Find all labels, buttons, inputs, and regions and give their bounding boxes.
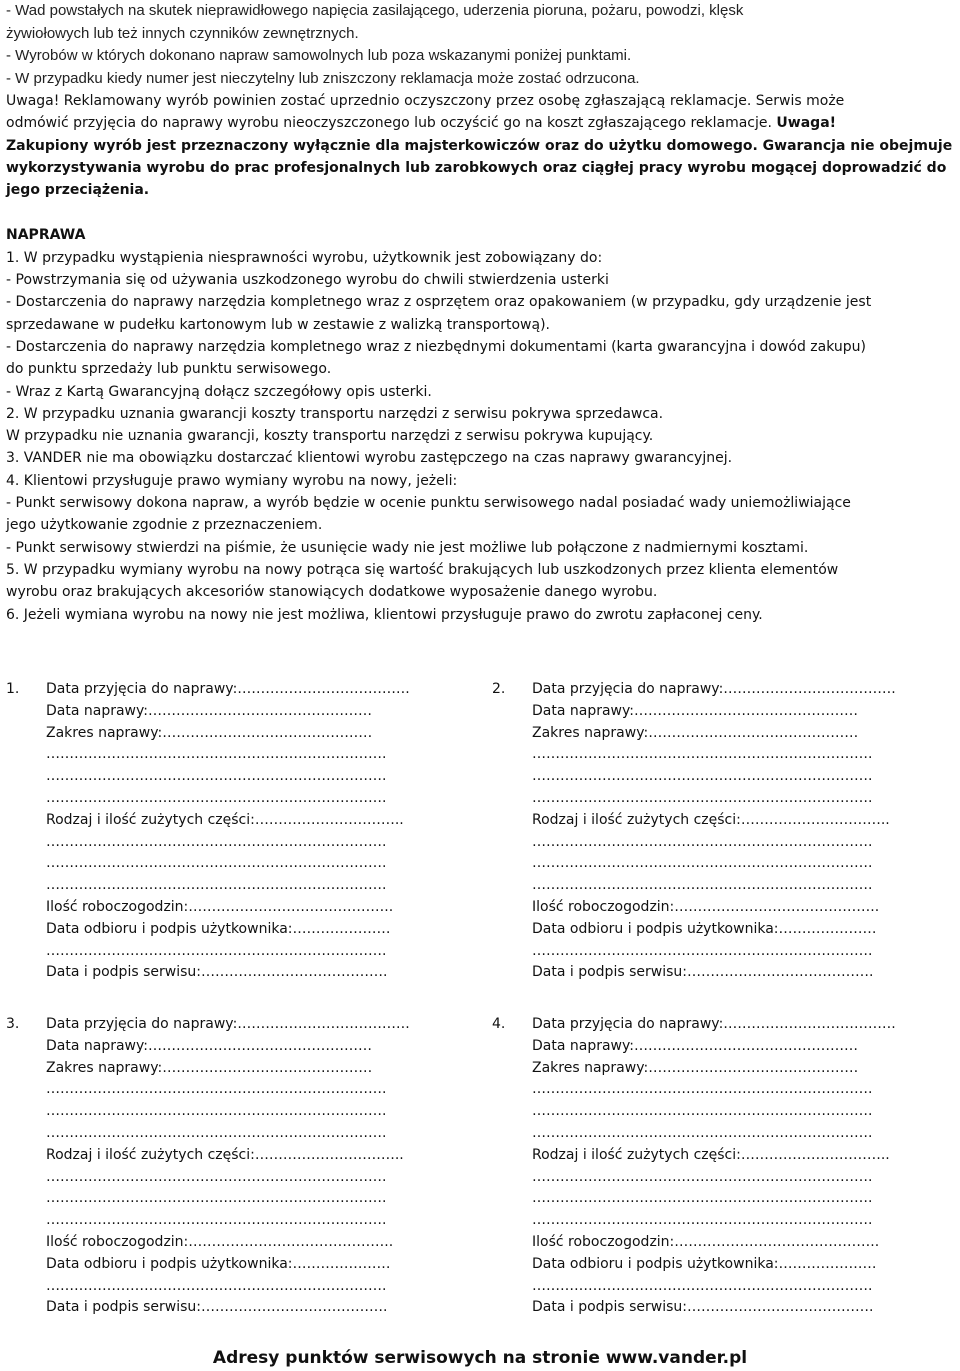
dotted-line[interactable]: ……………………………………………………………….	[532, 1212, 873, 1229]
terms-line: sprzedawane w pudełku kartonowym lub w zestawie z walizką transportową).	[6, 316, 550, 333]
repair-date-field[interactable]: Data naprawy:…………………………………………	[46, 1037, 372, 1054]
dotted-line[interactable]: ……………………………………………………………….	[532, 1190, 873, 1207]
dotted-line[interactable]: ……………………………………………………………….	[532, 833, 873, 850]
intake-date-field[interactable]: Data przyjęcia do naprawy:……………………………….	[532, 681, 896, 697]
repair-scope-field[interactable]: Zakres naprawy:………………………………………	[46, 1059, 373, 1076]
dotted-line[interactable]: ……………………………………………………………….	[532, 1277, 873, 1294]
terms-line: - Wraz z Kartą Gwarancyjną dołącz szczegółowy opis usterki.	[6, 383, 432, 400]
bold-notice-line: wykorzystywania wyrobu do prac profesjonalnych lub zarobkowych oraz ciągłej pracy wyrobu mogącej doprowadzić do	[6, 159, 947, 176]
exclusion-line: - Wad powstałych na skutek nieprawidłowego napięcia zasilającego, uderzenia pioruna, pożaru, powodzi, klęsk	[6, 2, 744, 19]
terms-line: 3. VANDER nie ma obowiązku dostarczać klientowi wyrobu zastępczego na czas naprawy gwarancyjnej.	[6, 450, 733, 467]
terms-line: 1. W przypadku wystąpienia niesprawności wyrobu, użytkownik jest zobowiązany do:	[6, 249, 603, 266]
service-signature-field[interactable]: Data i podpis serwisu:………………………………….	[532, 964, 874, 981]
labor-hours-field[interactable]: Ilość roboczogodzin:……………………………………..	[46, 1234, 394, 1250]
bold-notice-line: Zakupiony wyrób jest przeznaczony wyłącznie dla majsterkowiczów oraz do użytku domowego. Gwarancja nie obejmuje	[6, 137, 953, 154]
dotted-line[interactable]: ……………………………………………………………….	[46, 1081, 387, 1098]
record-number: 1.	[6, 681, 20, 697]
labor-hours-field[interactable]: Ilość roboczogodzin:……………………………………..	[532, 1234, 880, 1250]
terms-line: - Punkt serwisowy stwierdzi na piśmie, że usunięcie wady nie jest możliwe lub połączone z nadmiernymi kosztami.	[6, 539, 809, 556]
service-signature-field[interactable]: Data i podpis serwisu:………………………………….	[532, 1299, 874, 1316]
dotted-line[interactable]: ……………………………………………………………….	[46, 1168, 387, 1185]
dotted-line[interactable]: ……………………………………………………………….	[532, 768, 873, 785]
pickup-signature-field[interactable]: Data odbioru i podpis użytkownika:…………………	[532, 920, 877, 937]
parts-used-field[interactable]: Rodzaj i ilość zużytych części:…………………………..	[46, 1146, 404, 1163]
service-signature-field[interactable]: Data i podpis serwisu:………………………………….	[46, 964, 388, 981]
dotted-line[interactable]: ……………………………………………………………….	[532, 746, 873, 763]
terms-line: - Dostarczenia do naprawy narzędzia kompletnego wraz z osprzętem oraz opakowaniem (w przypadku, gdy urządzenie jest	[6, 294, 872, 311]
dotted-line[interactable]: ……………………………………………………………….	[532, 1103, 873, 1120]
dotted-line[interactable]: ……………………………………………………………….	[46, 1190, 387, 1207]
repair-date-field[interactable]: Data naprawy:…………………………………………	[46, 702, 372, 719]
dotted-line[interactable]: ……………………………………………………………….	[532, 1168, 873, 1185]
exclusion-line: - Wyrobów w których dokonano napraw samowolnych lub poza wskazanymi poniżej punktami.	[6, 47, 632, 64]
labor-hours-field[interactable]: Ilość roboczogodzin:……………………………………..	[532, 899, 880, 915]
dotted-line[interactable]: ……………………………………………………………….	[46, 1125, 387, 1141]
dotted-line[interactable]: ……………………………………………………………….	[532, 855, 873, 872]
dotted-line[interactable]: ……………………………………………………………….	[532, 942, 873, 959]
terms-line: jego użytkowanie zgodnie z przeznaczeniem.	[6, 517, 323, 534]
record-number: 2.	[492, 681, 506, 697]
record-number: 4.	[492, 1016, 506, 1032]
terms-line: 6. Jeżeli wymiana wyrobu na nowy nie jest możliwa, klientowi przysługuje prawo do zwrotu zapłaconej ceny.	[6, 606, 763, 623]
dotted-line[interactable]: ……………………………………………………………….	[46, 1103, 387, 1120]
terms-line: W przypadku nie uznania gwarancji, koszty transportu narzędzi z serwisu pokrywa kupujący.	[6, 428, 654, 445]
dotted-line[interactable]: ……………………………………………………………….	[532, 877, 873, 894]
dotted-line[interactable]: ……………………………………………………………….	[46, 877, 387, 894]
pickup-signature-field[interactable]: Data odbioru i podpis użytkownika:…………………	[46, 1255, 391, 1272]
service-signature-field[interactable]: Data i podpis serwisu:………………………………….	[46, 1299, 388, 1316]
terms-line: 2. W przypadku uznania gwarancji koszty transportu narzędzi z serwisu pokrywa sprzedawca.	[6, 405, 664, 422]
intake-date-field[interactable]: Data przyjęcia do naprawy:……………………………….	[46, 681, 410, 697]
terms-line: 4. Klientowi przysługuje prawo wymiany wyrobu na nowy, jeżeli:	[6, 472, 458, 489]
exclusion-line: żywiołowych lub też innych czynników zewnętrznych.	[6, 24, 359, 42]
parts-used-field[interactable]: Rodzaj i ilość zużytych części:…………………………..	[46, 811, 404, 828]
repair-terms	[6, 247, 954, 626]
dotted-line[interactable]: ……………………………………………………………….	[46, 746, 387, 763]
labor-hours-field[interactable]: Ilość roboczogodzin:……………………………………..	[46, 899, 394, 915]
exclusion-line: - W przypadku kiedy numer jest nieczytelny lub zniszczony reklamacja może zostać odrzucona.	[6, 69, 640, 87]
dotted-line[interactable]: ……………………………………………………………….	[46, 1212, 387, 1229]
dotted-line[interactable]: ……………………………………………………………….	[532, 1125, 873, 1141]
notice-text: odmówić przyjęcia do naprawy wyrobu nieoczyszczonego lub oczyścić go na koszt zgłaszającego reklamacje.	[6, 115, 777, 132]
dotted-line[interactable]: ……………………………………………………………….	[46, 855, 387, 872]
warranty-text	[6, 0, 954, 626]
terms-line: - Powstrzymania się od używania uszkodzonego wyrobu do chwili stwierdzenia usterki	[6, 272, 609, 289]
notice-warning: Uwaga!	[776, 115, 837, 132]
terms-line: - Dostarczenia do naprawy narzędzia kompletnego wraz z niezbędnymi dokumentami (karta gwarancyjna i dowód zakupu)	[6, 338, 866, 355]
dotted-line[interactable]: ……………………………………………………………….	[46, 790, 387, 806]
parts-used-field[interactable]: Rodzaj i ilość zużytych części:…………………………..	[532, 1146, 890, 1163]
intake-date-field[interactable]: Data przyjęcia do naprawy:……………………………….	[46, 1016, 410, 1032]
dotted-line[interactable]: ……………………………………………………………….	[532, 790, 873, 806]
pickup-signature-field[interactable]: Data odbioru i podpis użytkownika:…………………	[46, 920, 391, 937]
dotted-line[interactable]: ……………………………………………………………….	[46, 1277, 387, 1294]
terms-line: wyrobu oraz brakujących akcesoriów stanowiących dodatkowe wyposażenie danego wyrobu.	[6, 584, 658, 601]
dotted-line[interactable]: ……………………………………………………………….	[46, 942, 387, 959]
section-heading: NAPRAWA	[6, 227, 86, 244]
repair-scope-field[interactable]: Zakres naprawy:………………………………………	[532, 724, 859, 741]
repair-date-field[interactable]: Data naprawy:…………………………………………	[532, 1037, 858, 1054]
intake-date-field[interactable]: Data przyjęcia do naprawy:……………………………….	[532, 1016, 896, 1032]
repair-date-field[interactable]: Data naprawy:…………………………………………	[532, 702, 858, 719]
dotted-line[interactable]: ……………………………………………………………….	[46, 833, 387, 850]
exclusions-list	[6, 0, 954, 90]
repair-scope-field[interactable]: Zakres naprawy:………………………………………	[46, 724, 373, 741]
dotted-line[interactable]: ……………………………………………………………….	[46, 768, 387, 785]
pickup-signature-field[interactable]: Data odbioru i podpis użytkownika:…………………	[532, 1255, 877, 1272]
bold-notice-line: jego przeciążenia.	[6, 182, 150, 199]
notice-line: Uwaga! Reklamowany wyrób powinien zostać uprzednio oczyszczony przez osobę zgłaszającą reklamacje. Serwis może	[6, 93, 845, 109]
cleaning-notice	[6, 90, 954, 201]
record-number: 3.	[6, 1016, 20, 1032]
repair-scope-field[interactable]: Zakres naprawy:………………………………………	[532, 1059, 859, 1076]
dotted-line[interactable]: ……………………………………………………………….	[532, 1081, 873, 1098]
notice-line	[6, 112, 954, 134]
terms-line: 5. W przypadku wymiany wyrobu na nowy potrąca się wartość brakujących lub uszkodzonych przez klienta elementów	[6, 561, 839, 578]
terms-line: do punktu sprzedaży lub punktu serwisowego.	[6, 361, 332, 378]
parts-used-field[interactable]: Rodzaj i ilość zużytych części:…………………………..	[532, 811, 890, 828]
service-points-footer: Adresy punktów serwisowych na stronie www.vander.pl	[212, 1348, 748, 1368]
terms-line: - Punkt serwisowy dokona napraw, a wyrób będzie w ocenie punktu serwisowego nadal posiadać wady uniemożliwiające	[6, 495, 851, 512]
